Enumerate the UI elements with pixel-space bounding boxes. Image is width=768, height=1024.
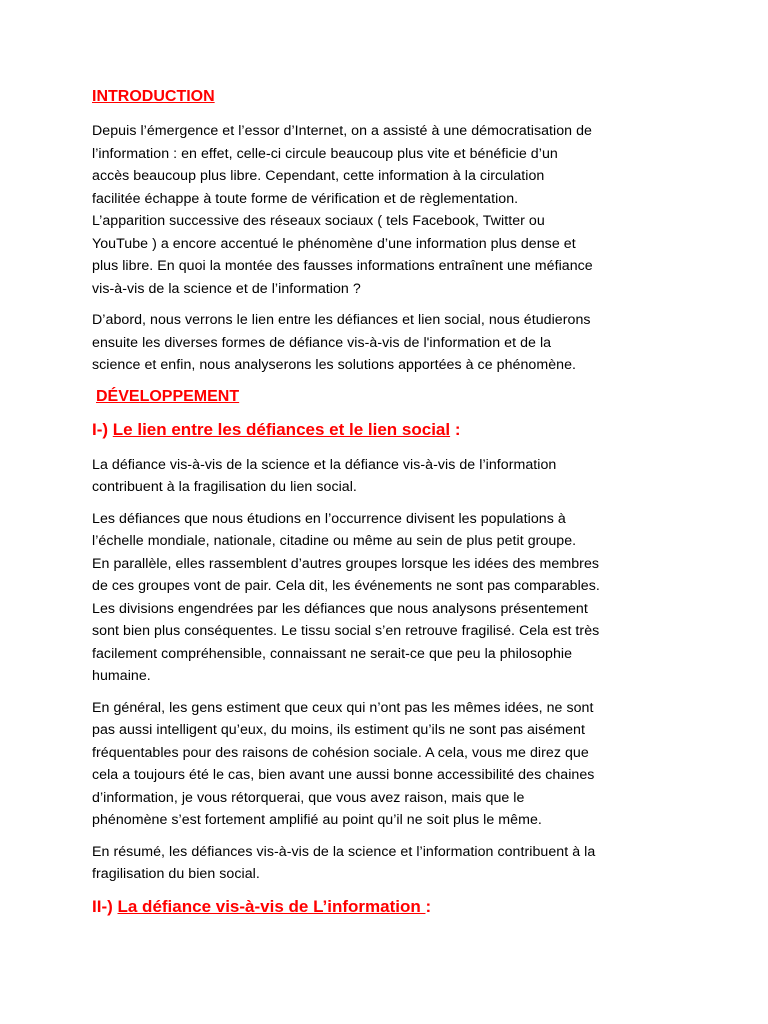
text-line: Les défiances que nous étudions en l’occurrence divisent les populations à (92, 510, 566, 527)
intro-paragraph-2 (92, 309, 682, 377)
text-line: humaine. (92, 668, 151, 684)
text-line: Depuis l’émergence et l’essor d’Internet, on a assisté à une démocratisation de (92, 123, 592, 139)
text-line: L’apparition successive des réseaux sociaux ( tels Facebook, Twitter ou (92, 213, 545, 229)
text-line: D’abord, nous verrons le lien entre les défiances et lien social, nous étudierons (92, 312, 591, 328)
section-2-prefix: II-) (92, 896, 118, 916)
section-1-heading (92, 418, 682, 442)
text-line: plus libre. En quoi la montée des fausses informations entraînent une méfiance (92, 258, 593, 274)
section-2-suffix: : (425, 896, 432, 916)
section-1-suffix: : (450, 419, 461, 439)
text-line: contribuent à la fragilisation du lien social. (92, 479, 357, 495)
text-line: facilement compréhensible, connaissant ne serait-ce que peu la philosophie (92, 645, 573, 662)
section-1-paragraph-1 (92, 454, 682, 499)
text-line: En général, les gens estiment que ceux qui n’ont pas les mêmes idées, ne sont (92, 699, 594, 716)
developpement-heading: DÉVELOPPEMENT (96, 387, 240, 405)
text-line: YouTube ) a encore accentué le phénomène d’une information plus dense et (92, 235, 576, 252)
text-line: science et enfin, nous analyserons les solutions apportées à ce phénomène. (92, 357, 577, 373)
text-line: phénomène s’est fortement amplifié au point qu’il ne soit plus le même. (92, 812, 542, 828)
text-line: accès beaucoup plus libre. Cependant, cette information à la circulation (92, 168, 545, 184)
section-1-title: Le lien entre les défiances et le lien social (112, 419, 451, 439)
section-1-paragraph-2 (92, 508, 682, 688)
section-1-prefix: I-) (92, 419, 113, 439)
text-line: La défiance vis-à-vis de la science et la défiance vis-à-vis de l’information (92, 456, 557, 473)
section-2-heading (92, 895, 682, 919)
text-line: En parallèle, elles rassemblent d’autres groupes lorsque les idées des membres (92, 555, 600, 572)
text-line: facilitée échappe à toute forme de vérification et de règlementation. (92, 190, 519, 207)
text-line: ensuite les diverses formes de défiance vis-à-vis de l'information et de la (92, 334, 552, 351)
section-2-title: La défiance vis-à-vis de L’information (117, 896, 426, 916)
section-1-paragraph-4 (92, 841, 682, 886)
introduction-heading: INTRODUCTION (92, 88, 215, 105)
text-line: fréquentables pour des raisons de cohésion sociale. A cela, vous me direz que (92, 744, 589, 761)
text-line: de ces groupes vont de pair. Cela dit, les événements ne sont pas comparables. (92, 578, 600, 594)
section-1-paragraph-3 (92, 697, 682, 832)
text-line: l’information : en effet, celle-ci circule beaucoup plus vite et bénéficie d’un (92, 145, 558, 162)
text-line: pas aussi intelligent qu’eux, du moins, ils estiment qu’ils ne sont pas aisément (92, 722, 585, 738)
text-line: vis-à-vis de la science et de l’information ? (92, 280, 361, 297)
text-line: l’échelle mondiale, nationale, citadine ou même au sein de plus petit groupe. (92, 533, 577, 549)
text-line: cela a toujours été le cas, bien avant une aussi bonne accessibilité des chaines (92, 767, 595, 783)
text-line: fragilisation du bien social. (92, 866, 260, 882)
document-page (92, 86, 682, 931)
intro-paragraph-1 (92, 120, 682, 300)
text-line: Les divisions engendrées par les défiances que nous analysons présentement (92, 600, 588, 617)
text-line: d’information, je vous rétorquerai, que vous avez raison, mais que le (92, 789, 525, 806)
text-line: En résumé, les défiances vis-à-vis de la science et l’information contribuent à la (92, 843, 596, 860)
text-line: sont bien plus conséquentes. Le tissu social s’en retrouve fragilisé. Cela est très (92, 623, 600, 639)
